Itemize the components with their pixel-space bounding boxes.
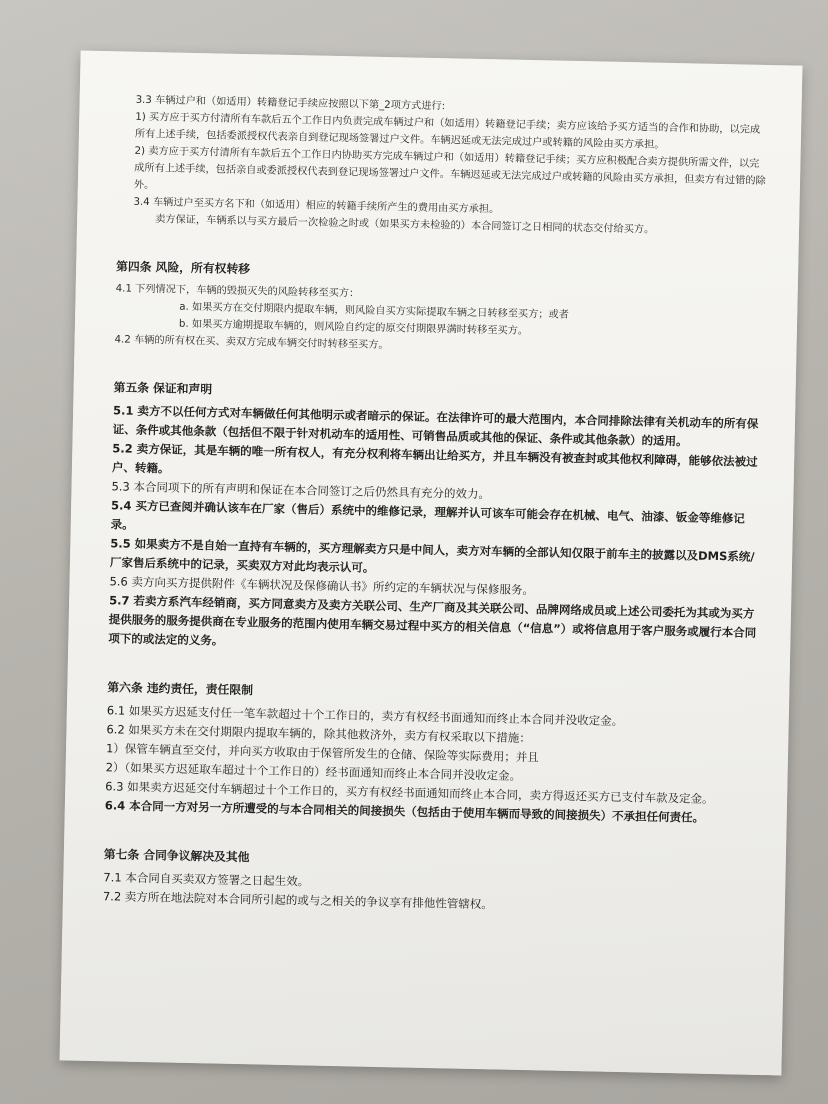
clause-4-1-b: b. 如果买方逾期提取车辆的，则风险自约定的原交付期限界满时转移至买方。 bbox=[178, 318, 529, 337]
clause-5-4: 5.4 买方已查阅并确认该车在厂家（售后）系统中的维修记录，理解并认可该车可能会存在机械、电气、油漆、钣金等维修记录。 bbox=[110, 498, 746, 532]
clause-7-2: 7.2 卖方所在地法院对本合同所引起的或与之相关的争议享有排他性管辖权。 bbox=[102, 889, 493, 912]
clause-4-2: 4.2 车辆的所有权在买、卖双方完成车辆交付时转移至买方。 bbox=[114, 334, 389, 352]
clause-6-4: 6.4 本合同一方对另一方所遭受的与本合同相关的间接损失（包括由于使用车辆而导致的间接损失）不承担任何责任。 bbox=[104, 798, 705, 825]
clause-6-1: 6.1 如果买方迟延支付任一笔车款超过十个工作日的，卖方有权经书面通知而终止本合同并没收定金。 bbox=[106, 703, 624, 729]
clause-4-1: 4.1 下列情况下，车辆的毁损灭失的风险转移至买方： bbox=[115, 283, 360, 300]
clause-3-4-warranty: 卖方保证，车辆系以与买方最后一次检验之时或（如果买方未检验的）本合同签订之日相同的状态交付给买方。 bbox=[155, 214, 655, 236]
article-5-heading: 第五条 保证和声明 bbox=[113, 380, 213, 397]
clause-5-2: 5.2 卖方保证，其是车辆的唯一所有权人，有充分权利将车辆出让给买方，并且车辆没有被查封或其他权利障碍，能够依法被过户、转籍。 bbox=[111, 441, 758, 476]
contract-page bbox=[60, 51, 803, 1076]
clause-5-7: 5.7 若卖方系汽车经销商，买方同意卖方及卖方关联公司、生产厂商及其关联公司、品牌网络成员或上述公司委托为其或为买方提供服务的服务提供商在专业服务的范围内使用车辆交易过程中买方的相关信息（“信息”）或将信息用于客户服务或履行本合同项下的或法定的义务。 bbox=[108, 593, 757, 648]
clause-6-2: 6.2 如果买方未在交付期限内提取车辆的，除其他救济外，卖方有权采取以下措施： bbox=[106, 722, 531, 746]
clause-3-3-title: 3.3 车辆过户和（如适用）转籍登记手续应按照以下第_2项方式进行: bbox=[135, 94, 446, 113]
clause-5-3: 5.3 本合同项下的所有声明和保证在本合同签订之后仍然具有充分的效力。 bbox=[111, 479, 491, 502]
clause-7-1: 7.1 本合同自买卖双方签署之日起生效。 bbox=[103, 870, 310, 889]
clause-5-6: 5.6 卖方向买方提供附件《车辆状况及保修确认书》所约定的车辆状况与保修服务。 bbox=[109, 574, 535, 598]
article-6-heading: 第六条 违约责任，责任限制 bbox=[107, 680, 254, 698]
clause-6-2-item-1: 1）保管车辆直至交付，并向买方收取由于保管所发生的仓储、保险等实际费用；并且 bbox=[105, 741, 539, 765]
page-content bbox=[103, 91, 768, 919]
clause-3-3-option-2: 2) 卖方应于买方付清所有车款后五个工作日内协助买方完成车辆过户和（如适用）转籍登记手续；买方应积极配合卖方提供所需文件，以完成所有上述手续，包括亲自或委派授权代表到登记现场签署过户文件。车辆迟延或无法完成过户或转籍的风险由买方承担，但卖方有过错的除外。 bbox=[133, 145, 766, 192]
clause-6-2-item-2: 2）（如果买方迟延取车超过十个工作日的）经书面通知而终止本合同并没收定金。 bbox=[105, 760, 522, 783]
clause-3-3-option-1: 1) 买方应于买方付清所有车款后五个工作日内负责完成车辆过户和（如适用）转籍登记手续；卖方应该给予买方适当的合作和协助，以完成所有上述手续，包括委派授权代表亲自到登记现场签署过户文件。车辆迟延或无法完成过户或转籍的风险由买方承担。 bbox=[134, 111, 761, 151]
clause-5-1: 5.1 卖方不以任何方式对车辆做任何其他明示或者暗示的保证。在法律许可的最大范围内，本合同排除法律有关机动车的所有保证、条件或其他条款（包括但不限于针对机动车的适用性、可销售品质或其他的保证、条件或其他条款）的适用。 bbox=[112, 403, 759, 449]
article-4-heading: 第四条 风险，所有权转移 bbox=[115, 259, 251, 277]
clause-4-1-a: a. 如果买方在交付期限内提取车辆，则风险自买方实际提取车辆之日转移至买方；或者 bbox=[179, 301, 569, 321]
clause-5-5: 5.5 如果卖方不是自始一直持有车辆的，买方理解卖方只是中间人，卖方对车辆的全部认知仅限于前车主的披露以及DMS系统/厂家售后系统中的记录，买卖双方对此均表示认可。 bbox=[109, 536, 755, 575]
clause-6-3: 6.3 如果卖方迟延交付车辆超过十个工作日的，买方有权经书面通知而终止本合同，卖方得返还买方已支付车款及定金。 bbox=[105, 779, 714, 806]
clause-3-4: 3.4 车辆过户至买方名下和（如适用）相应的转籍手续所产生的费用由买方承担。 bbox=[133, 196, 500, 216]
article-7-heading: 第七条 合同争议解决及其他 bbox=[103, 847, 250, 865]
